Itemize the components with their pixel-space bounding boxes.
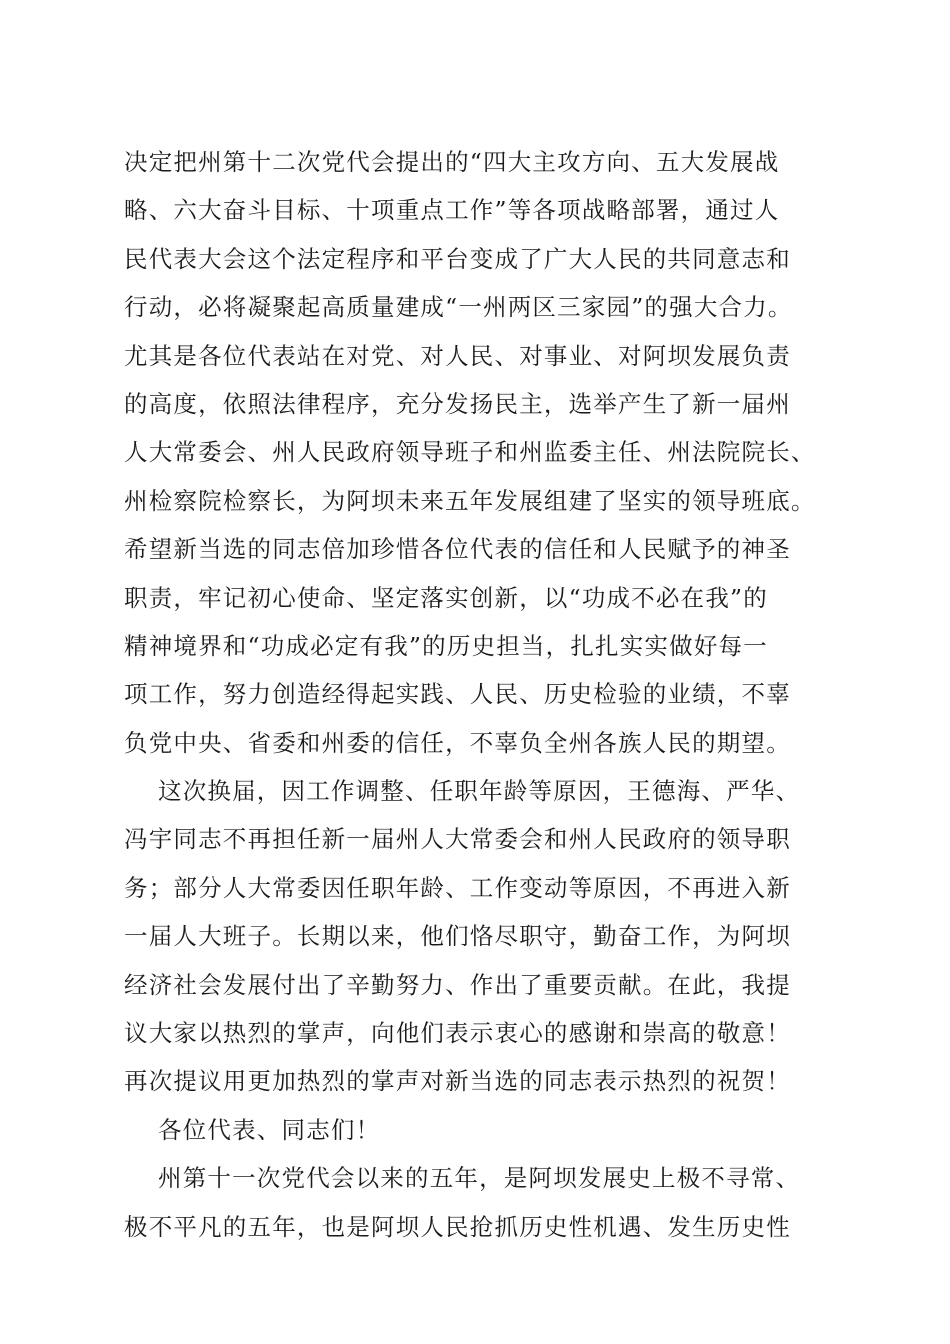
- text-line: 极不平凡的五年，也是阿坝人民抢抓历史性机遇、发生历史性: [124, 1212, 791, 1241]
- text-line: 民代表大会这个法定程序和平台变成了广大人民的共同意志和: [124, 244, 791, 273]
- text-line: 议大家以热烈的掌声，向他们表示衷心的感谢和崇高的敬意！: [124, 1019, 791, 1048]
- text-line: 再次提议用更加热烈的掌声对新当选的同志表示热烈的祝贺！: [124, 1067, 791, 1096]
- text-line: 职责，牢记初心使命、坚定落实创新，以“功成不必在我”的: [124, 583, 768, 612]
- text-line: 经济社会发展付出了辛勤努力、作出了重要贡献。在此，我提: [124, 970, 791, 999]
- salutation-line: 各位代表、同志们！: [158, 1115, 381, 1144]
- text-line: 人大常委会、州人民政府领导班子和州监委主任、州法院院长、: [124, 438, 816, 467]
- paragraph-start-line: 州第十一次党代会以来的五年，是阿坝发展史上极不寻常、: [158, 1164, 801, 1193]
- text-line: 精神境界和“功成必定有我”的历史担当，扎扎实实做好每一: [124, 631, 768, 660]
- text-line: 项工作，努力创造经得起实践、人民、历史检验的业绩，不辜: [124, 680, 791, 709]
- text-line: 决定把州第十二次党代会提出的“四大主攻方向、五大发展战: [124, 148, 780, 176]
- text-line: 务；部分人大常委因任职年龄、工作变动等原因，不再进入新: [124, 873, 791, 902]
- text-line: 负党中央、省委和州委的信任，不辜负全州各族人民的期望。: [124, 728, 791, 757]
- paragraph-start-line: 这次换届，因工作调整、任职年龄等原因，王德海、严华、: [158, 777, 801, 806]
- text-line: 希望新当选的同志倍加珍惜各位代表的信任和人民赋予的神圣: [124, 535, 791, 564]
- text-line: 一届人大班子。长期以来，他们恪尽职守，勤奋工作，为阿坝: [124, 922, 791, 951]
- text-line: 略、六大奋斗目标、十项重点工作”等各项战略部署，通过人: [124, 196, 780, 225]
- text-line: 行动，必将凝聚起高质量建成“一州两区三家园”的强大合力。: [124, 293, 793, 322]
- body-text: [124, 138, 844, 1251]
- text-line: 的高度，依照法律程序，充分发扬民主，选举产生了新一届州: [124, 389, 791, 418]
- text-line: 尤其是各位代表站在对党、对人民、对事业、对阿坝发展负责: [124, 341, 791, 370]
- text-line: 州检察院检察长，为阿坝未来五年发展组建了坚实的领导班底。: [124, 486, 816, 515]
- text-line: 冯宇同志不再担任新一届州人大常委会和州人民政府的领导职: [124, 825, 791, 854]
